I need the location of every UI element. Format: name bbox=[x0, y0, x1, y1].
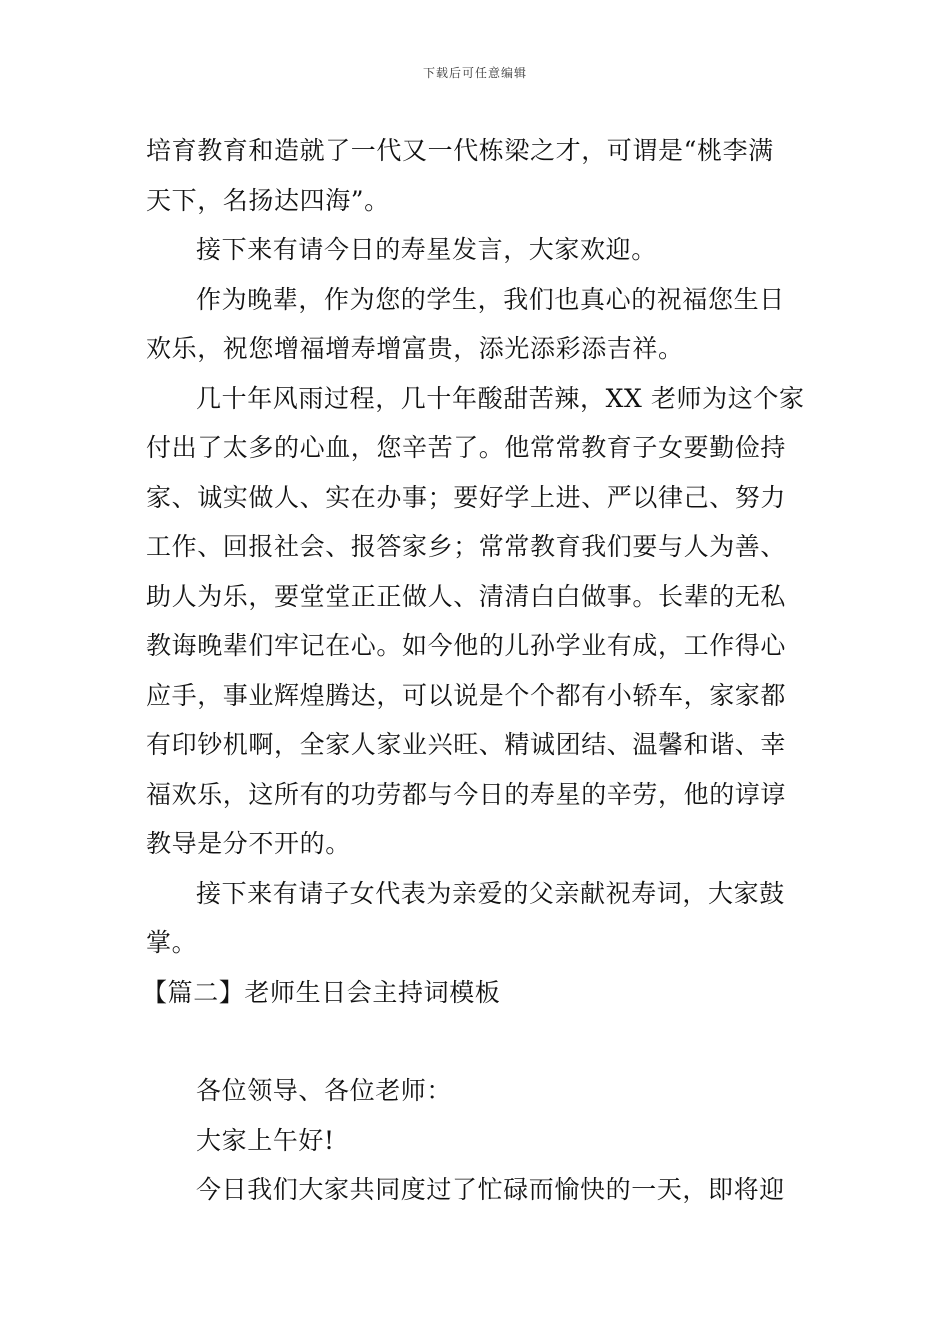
paragraph-line: 培育教育和造就了一代又一代栋梁之才，可谓是“桃李满 bbox=[146, 136, 774, 165]
paragraph-line: 接下来有请子女代表为亲爱的父亲献祝寿词，大家鼓 bbox=[196, 878, 785, 908]
paragraph-line: 福欢乐，这所有的功劳都与今日的寿星的辛劳，他的谆谆 bbox=[146, 779, 787, 809]
paragraph-line: 大家上午好! bbox=[196, 1125, 335, 1155]
paragraph-line: 各位领导、各位老师： bbox=[196, 1076, 453, 1105]
blank-line bbox=[146, 1017, 810, 1066]
paragraph-line: 有印钞机啊，全家人家业兴旺、精诚团结、温馨和谐、幸 bbox=[146, 730, 787, 759]
paragraph-line: 接下来有请今日的寿星发言，大家欢迎。 bbox=[196, 235, 657, 264]
paragraph-line: 付出了太多的心血，您辛苦了。他常常教育子女要勤俭持 bbox=[146, 433, 787, 462]
paragraph-line: 教诲晚辈们牢记在心。如今他的儿孙学业有成，工作得心 bbox=[146, 631, 787, 660]
paragraph-line: 作为晚辈，作为您的学生，我们也真心的祝福您生日 bbox=[196, 284, 785, 314]
document-body bbox=[142, 126, 810, 1215]
section-heading: 【篇二】老师生日会主持词模板 bbox=[142, 977, 501, 1007]
paragraph-line: 助人为乐，要堂堂正正做人、清清白白做事。长辈的无私 bbox=[146, 581, 787, 611]
paragraph-line: 今日我们大家共同度过了忙碌而愉快的一天，即将迎 bbox=[196, 1175, 785, 1204]
page-header: 下载后可任意编辑 bbox=[422, 66, 527, 80]
paragraph-line: 教导是分不开的。 bbox=[146, 829, 351, 858]
paragraph-line: 欢乐，祝您增福增寿增富贵，添光添彩添吉祥。 bbox=[146, 334, 684, 363]
paragraph-line: 几十年风雨过程，几十年酸甜苦辣，XX 老师为这个家 bbox=[196, 383, 805, 413]
paragraph-line: 应手，事业辉煌腾达，可以说是个个都有小轿车，家家都 bbox=[146, 680, 787, 710]
paragraph-line: 掌。 bbox=[146, 928, 198, 957]
paragraph-line: 家、诚实做人、实在办事；要好学上进、严以律己、努力 bbox=[146, 482, 787, 512]
paragraph-line: 天下，名扬达四海”。 bbox=[146, 185, 390, 215]
paragraph-line: 工作、回报社会、报答家乡；常常教育我们要与人为善、 bbox=[146, 532, 787, 561]
